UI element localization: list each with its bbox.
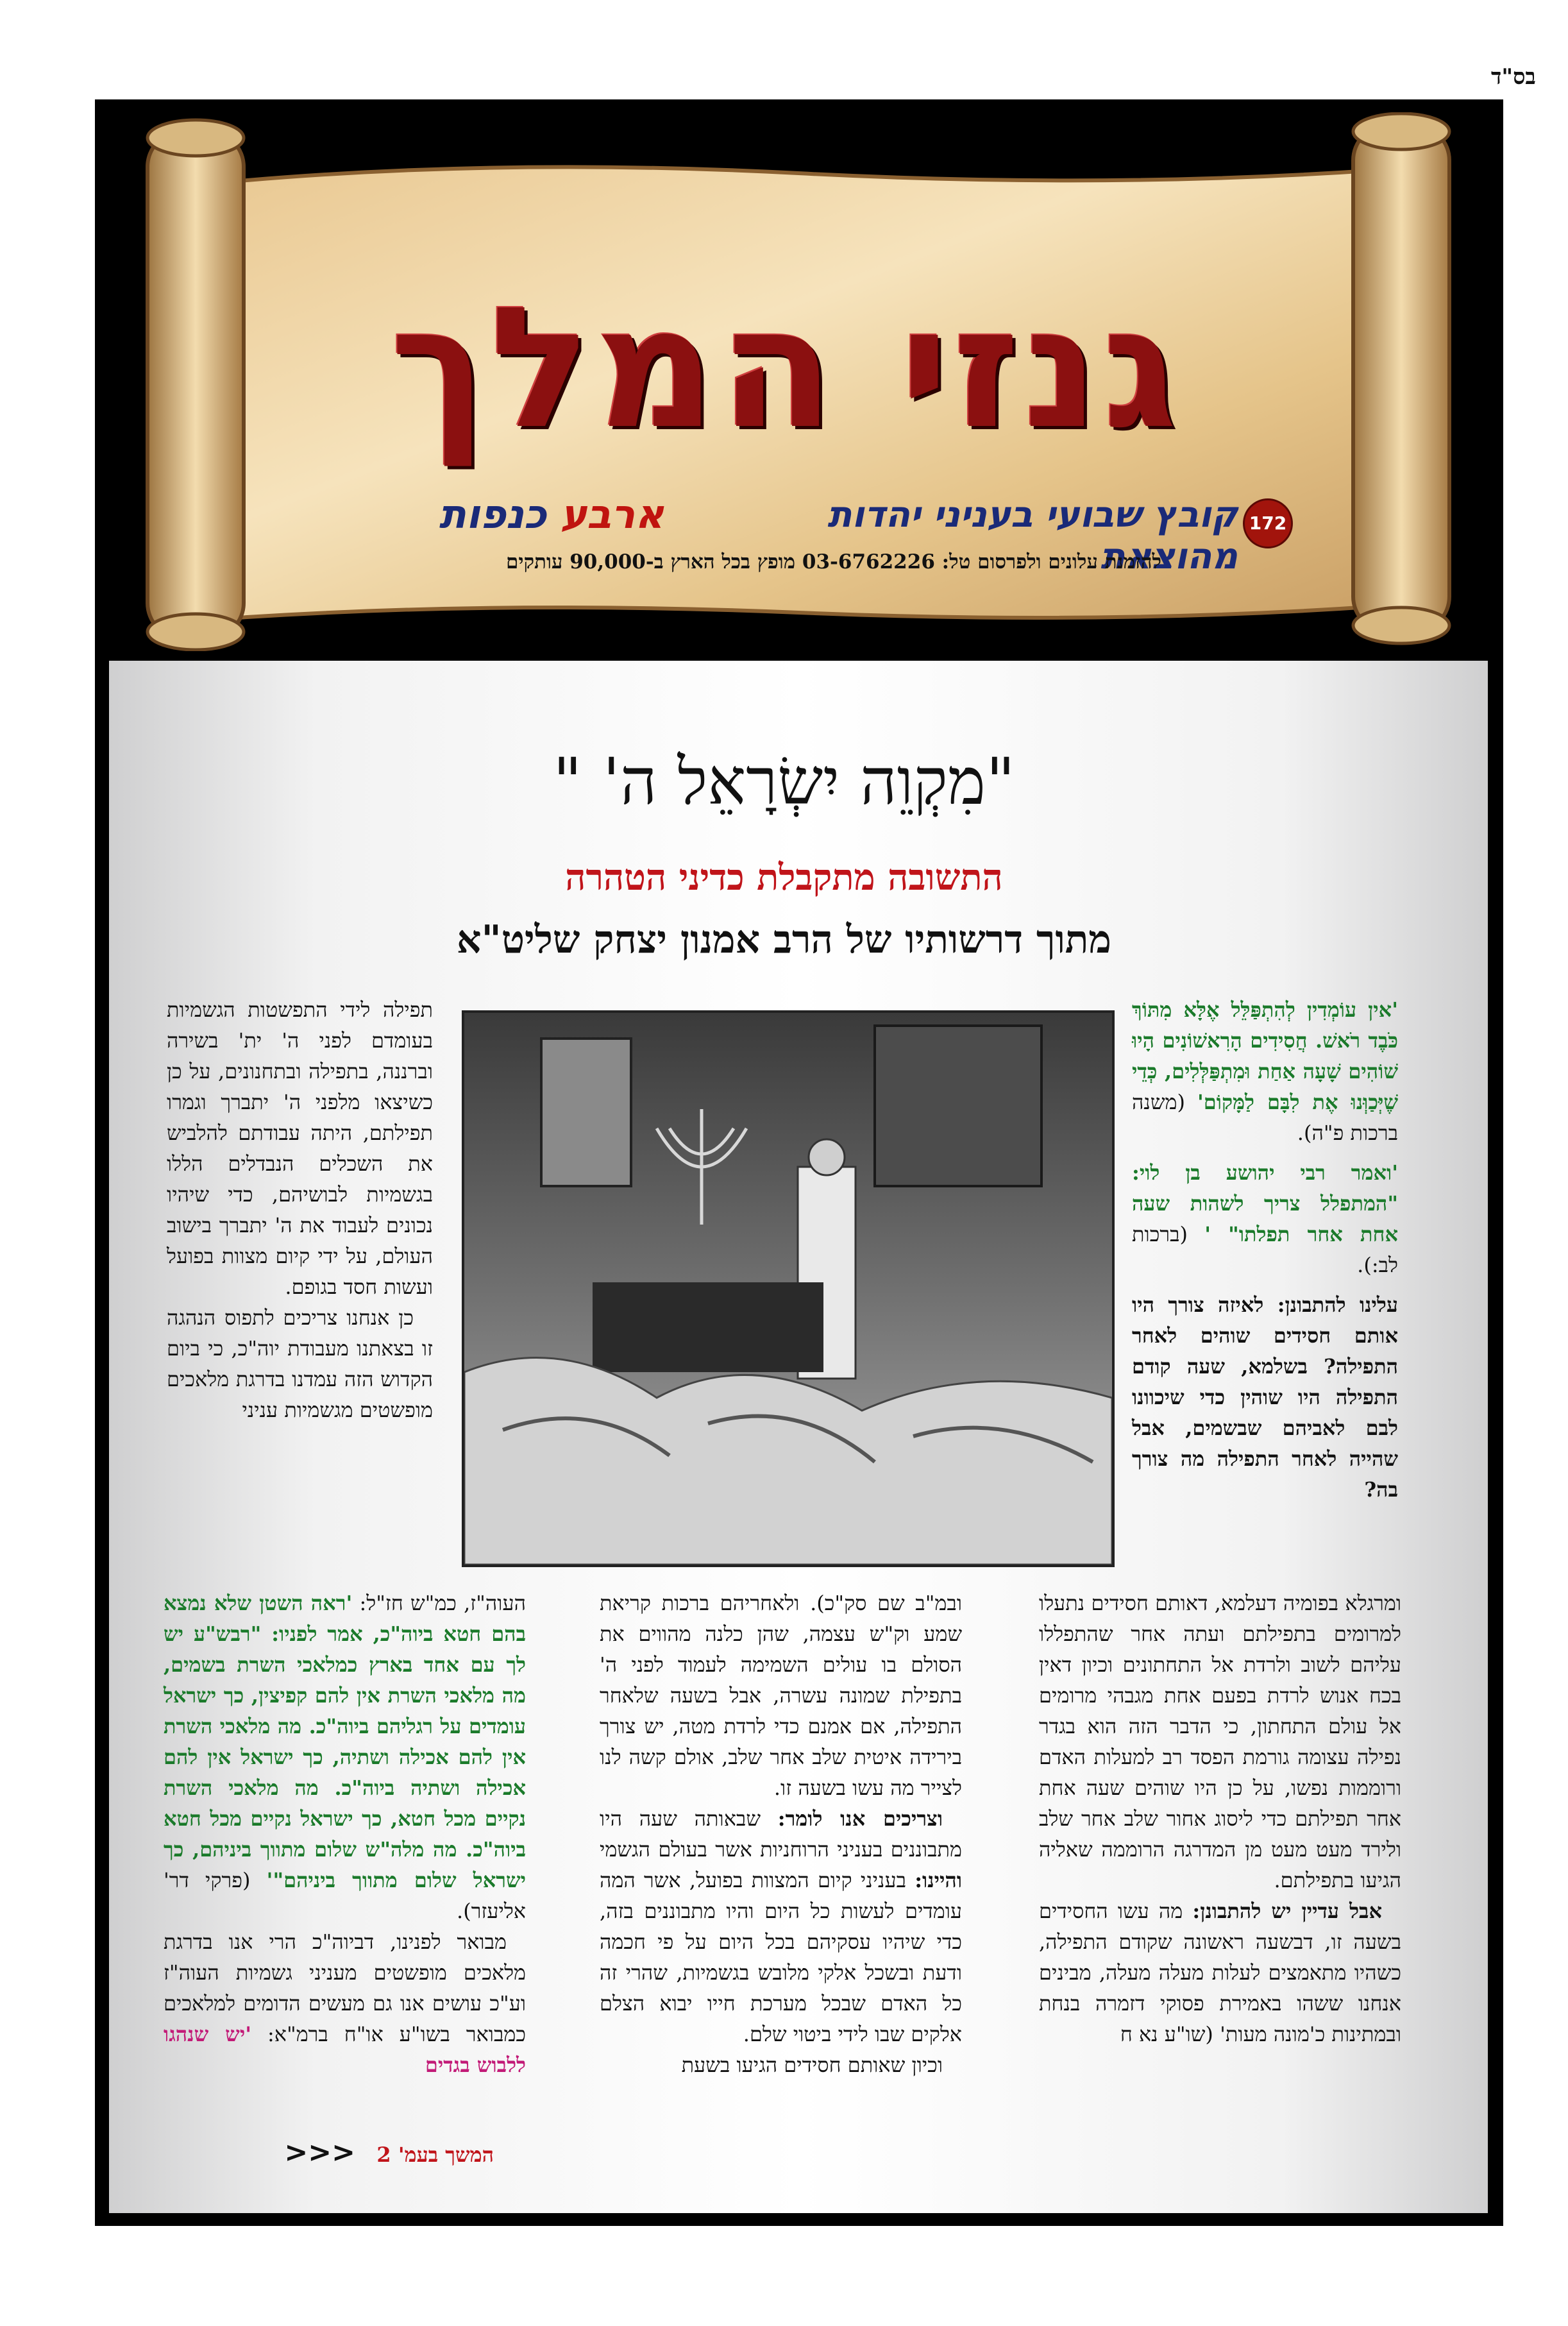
advertising-contact-line: להזמנת עלונים ולפרסום טל: 03-6762226 מופץ בכל הארץ ב-90,000 עותקים — [505, 550, 1162, 573]
paragraph: ובמ"ב שם סק"כ). ולאחריהם ברכות קריאת שמע וק"ש עצמה, שהן כלנה מהווים את הסולם בו עולים השמימה לעמוד לפני ה' בתפילת שמונה עשרה, אבל בשעה שלאחר התפילה, אם אמנם כדי לרדת מטה, יש צורך בירידה איטית שלב אחר שלב, אולם קשה לנו לצייר מה עשו בשעה זו. — [600, 1591, 962, 1800]
continued-label: המשך בעמ' 2 — [376, 2143, 494, 2167]
midrash-source: (פרקי דר' אליעזר). — [164, 1868, 526, 1923]
article-column-bottom-right — [1039, 1588, 1401, 2050]
article-column-upper-right — [1132, 994, 1398, 1505]
lead-in: וצריכים אנו לומר: — [777, 1806, 943, 1831]
publisher-logo-word2: כנפות — [439, 491, 547, 538]
continued-on-page-link[interactable] — [186, 2136, 494, 2169]
masthead-title: גנזי המלך — [390, 272, 1181, 466]
paragraph-text: שבאותה שעה היו מתבוננים בעניני הרוחניות אשר בעולם הגשמי — [600, 1806, 962, 1862]
paragraph: תפילה לידי התפשטות הגשמיות בעומדם לפני ה' ית' בשירה וברננה, בתפילה ובתחנונים, על כן כשיצאו מלפני ה' יתברך וגמרו תפילתם, היתה עבודתם להלביש את השכלים הנבדלים הללו בגשמיות לבושיהם, כדי שיהיו נכונים לעבוד את ה' יתברך בישוב העולם, על ידי קיום מצוות בפועל ועשות חסד בגופם. — [167, 997, 433, 1299]
synagogue-engraving-image — [462, 1010, 1115, 1567]
article-column-upper-left — [167, 994, 433, 1425]
paragraph: ומרגלא בפומיה דעלמא, דאותם חסידים נתעלו למרומים בתפילתם ועתה אחר שהתפללו עליהם לשוב ולרדת אל התחתונים וכיון דאין בכח אנוש לרדת בפעם אחת מגבהי מרומים אל עולם התחתון, כי הדבר הזה הוא בגדר נפילה עצומה גורמת הפסד רב למעלות האדם ורוממות נפשו, על כן היו שוהים שעה אחת אחר תפילתם כדי ליסוג אחור שלב אחר שלב ולירד מעט מעט מן המדרגה הרוממה שאליה הגיעו בתפילתם. — [1039, 1591, 1401, 1892]
continue-arrows-icon: <<< — [284, 2136, 355, 2169]
paragraph: כן אנחנו צריכים לתפוס הנהגה זו בצאתנו מעבודת יוה"כ, כי ביום הקדוש הזה עמדנו בדרגת מלאכים מופשטים מגשמיות עניני — [167, 1305, 433, 1422]
paragraph-text: מבואר לפנינו, דביוה"כ הרי אנו בדרגת מלאכים מופשטים מעניני גשמיות העוה"ז וע"כ עושים אנו גם מעשים הדומים למלאכים כמבואר בשו"ע או"ח ברמ"א: — [164, 1930, 527, 2046]
midrash-quote: 'ראה השטן שלא נמצא בהם חטא ביוה"כ, אמר לפניו: "רבש"ע יש לך עם אחד בארץ כמלאכי השרת בשמים, מה מלאכי השרת אין להם קפיצין, כך ישראל עומדים על רגליהם ביוה"כ. מה מלאכי השרת אין להם אכילה ושתיה, כך ישראל אין להם אכילה ושתיה ביוה"כ. מה מלאכי השרת נקיים מכל חטא, כך ישראל נקיים מכל חטא ביוה"כ. מה מלה"ש שלום מתווך ביניהם, כך ישראל שלום מתווך ביניהם"' — [164, 1591, 527, 1892]
mishnah-quote: 'אין עוֹמְדִין לְהִתְפַּלֵּל אֶלָּא מִתּוֹךְ כֹּבֶד רֹאשׁ. חֲסִידִים הָרִאשׁוֹנִים הָיוּ שׁוֹהִים שָׁעָה אַחַת וּמִתְפַּלְּלִים, כְּדֵי שֶׁיְּכַוְּנוּ אֶת לִבָּם לַמָּקוֹם' — [1132, 997, 1399, 1114]
lead-in: והיינו: — [915, 1868, 962, 1892]
article-subtitle: התשובה מתקבלת כדיני הטהרה — [565, 856, 1003, 899]
paragraph-text: מה עשו החסידים בשעה זו, דבשעה ראשונה שקודם התפילה, כשהיו מתאמצים לעלות מעלה מעלה, מבינים אנחנו ששהו באמירת פסוקי דזמרה בנחת ובמתינות כ'מונה מעות' (שו"ע נא ח — [1039, 1899, 1401, 2046]
besiyata-dishmaya-mark: בס"ד — [1491, 64, 1536, 90]
article-column-bottom-middle — [600, 1588, 962, 2080]
paragraph: וכיון שאותם חסידים הגיעו בשעת — [681, 2053, 943, 2077]
talmud-quote: 'ואמר רבי יהושע בן לוי: "המתפלל צריך לשהות שעה אחת אחר תפלתו" ' — [1132, 1160, 1399, 1246]
masthead-tagline: קובץ שבועי בעניני יהדות מהוצאת — [827, 494, 1238, 577]
publisher-logo-word1: ארבע — [560, 491, 664, 538]
article-column-bottom-left — [164, 1588, 526, 2080]
lead-in: אבל עדיין יש להתבונן: — [1192, 1899, 1383, 1923]
paragraph-text: העוה"ז, כמ"ש חז"ל: — [352, 1591, 527, 1615]
mishnah-source: (משנה ברכות פ"ה). — [1132, 1090, 1398, 1145]
article-headline: "מִקְוֵה יִשְׂרָאֵל ה' " — [552, 744, 1016, 819]
question-paragraph: עלינו להתבונן: לאיזה צורך היו אותם חסידים שוהים לאחר התפילה? בשלמא, שעה קודם התפילה היו שוהין כדי שיכוונו לבם לאביהם שבשמים, אבל שהייה לאחר התפילה מה צורך בה? — [1132, 1293, 1398, 1502]
publisher-logo — [398, 491, 705, 538]
issue-number-badge: 172 — [1243, 498, 1293, 548]
talmud-source: (ברכות לב:). — [1132, 1222, 1398, 1277]
paragraph-text: בעניני קיום המצוות בפועל, אשר המה עומדים לעשות כל היום והיו מתבוננים בזה, כדי שיהיו עסקיהם בכל היום על פי חכמה ודעת ובשכל אלקי מלובש בגשמיות, שהרי זה כל האדם שבכל מערכת חייו יבוא הצלם אלקים שבו לידי ביטוי שלם. — [600, 1868, 962, 2046]
rama-quote: 'יש שנהגו ללבוש בגדים — [164, 2022, 526, 2077]
article-byline: מתוך דרשותיו של הרב אמנון יצחק שליט"א — [457, 917, 1111, 962]
